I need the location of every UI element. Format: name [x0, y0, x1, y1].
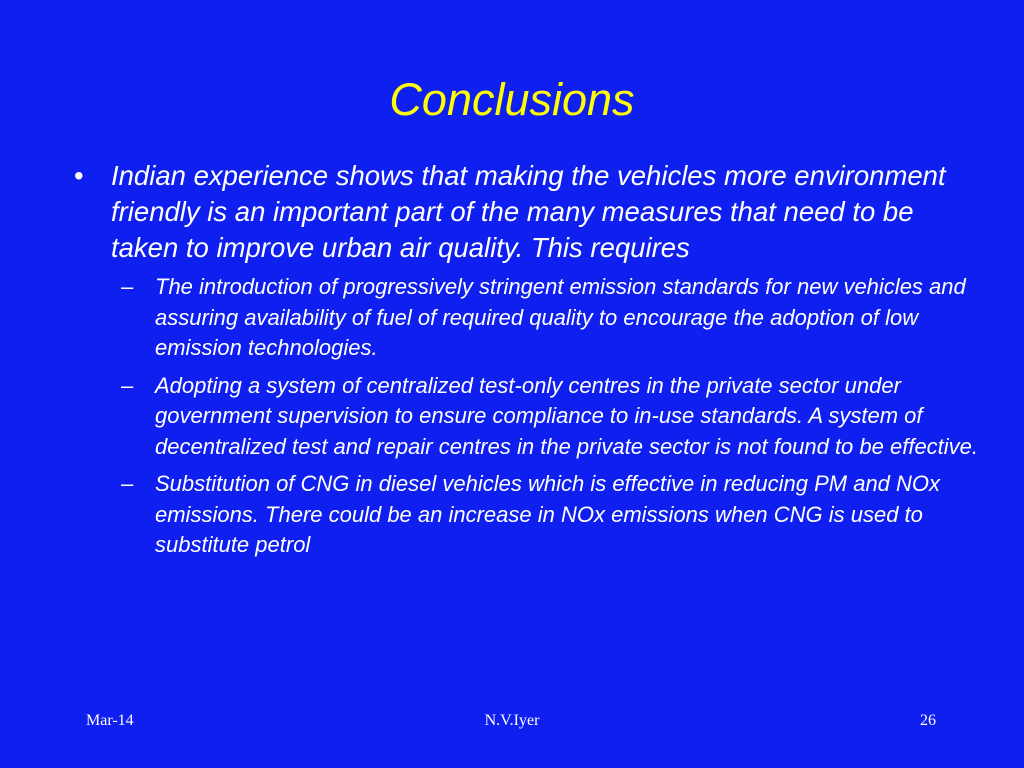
- main-bullet: [70, 158, 985, 266]
- sub-bullet-text: Substitution of CNG in diesel vehicles which is effective in reducing PM and NOx emissions. There could be an increase in NOx emissions when CNG is used to substitute petrol: [155, 471, 941, 557]
- slide-title: Conclusions: [389, 74, 635, 125]
- main-bullet-text: Indian experience shows that making the vehicles more environment friendly is an important part of the many measures that need to be taken to improve urban air quality. This requires: [111, 160, 946, 263]
- sub-bullet-text: The introduction of progressively stringent emission standards for new vehicles and assuring availability of fuel of required quality to encourage the adoption of low emission technologies.: [155, 274, 966, 360]
- dash-mark: –: [121, 471, 134, 496]
- footer-date: Mar-14: [86, 712, 134, 729]
- footer-page-number: 26: [920, 712, 936, 729]
- footer-author: N.V.Iyer: [484, 712, 540, 729]
- dash-mark: –: [121, 274, 134, 299]
- sub-bullet-test-centres: [115, 371, 985, 463]
- sub-bullet-list: [70, 272, 985, 561]
- sub-bullet-text: Adopting a system of centralized test-only centres in the private sector under government supervision to ensure compliance to in-use standards. A system of decentralized test and repair centres in the private sector is not found to be effective.: [155, 372, 979, 459]
- slide-body: [70, 158, 985, 568]
- sub-bullet-emission-standards: [115, 272, 985, 364]
- sub-bullet-cng-substitution: [115, 469, 985, 561]
- bullet-mark: •: [74, 160, 84, 191]
- dash-mark: –: [121, 372, 134, 398]
